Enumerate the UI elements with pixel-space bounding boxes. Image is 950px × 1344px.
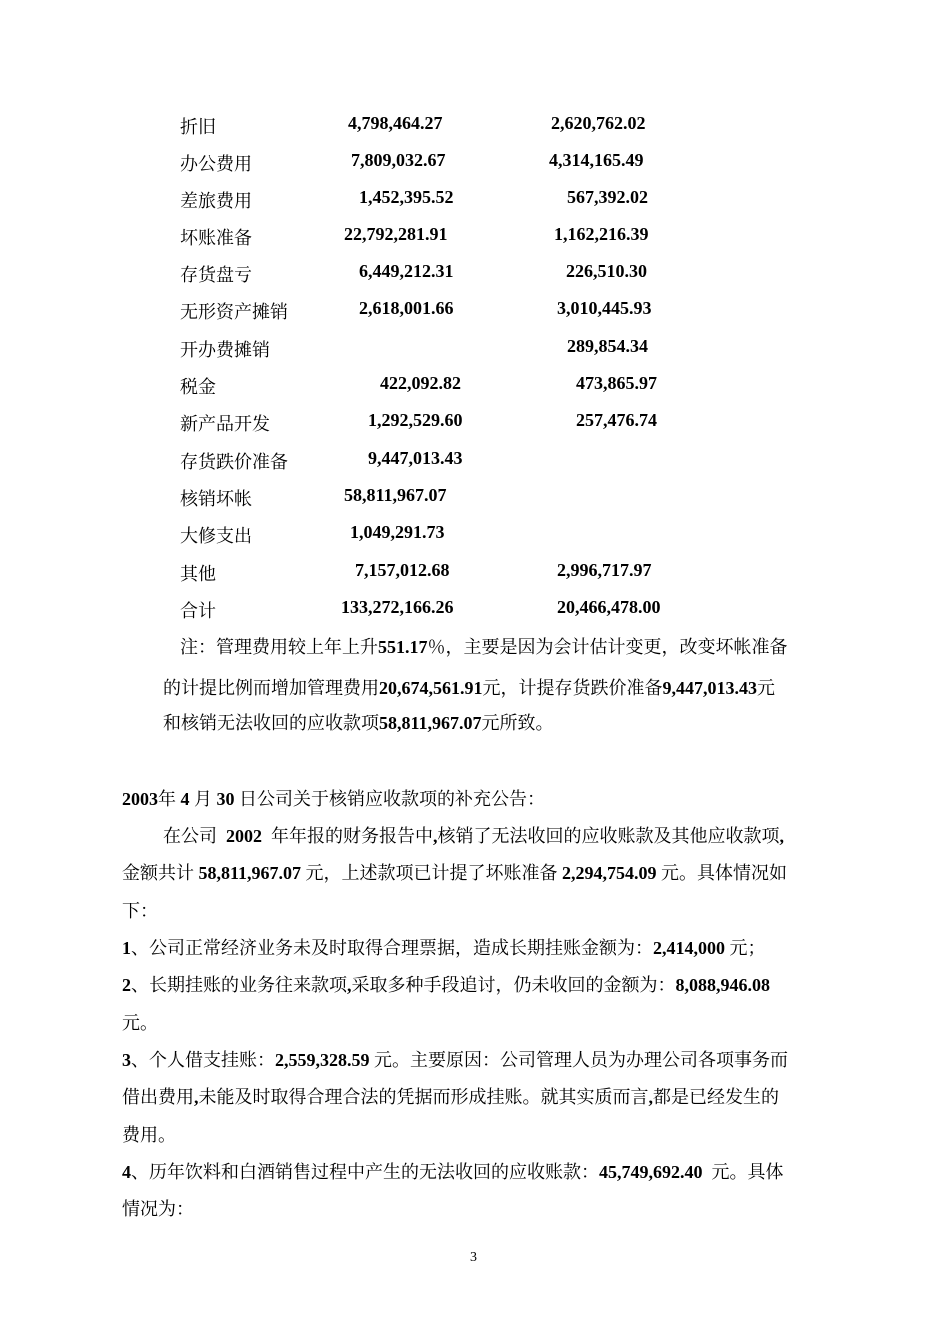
- list-item-3: [122, 1042, 788, 1079]
- item-number: 3: [122, 1050, 131, 1070]
- previous-value: 20,466,478.00: [557, 597, 661, 617]
- previous-value: 4,314,165.49: [549, 150, 644, 170]
- page-number: 3: [470, 1250, 477, 1265]
- note-line-1: [180, 629, 788, 666]
- table-row: [0, 261, 950, 291]
- item-text: 元；: [729, 938, 766, 958]
- table-row: [0, 373, 950, 403]
- para-text: 金额共计: [122, 863, 194, 883]
- para-punct: ,: [433, 826, 438, 846]
- current-value: 422,092.82: [380, 373, 461, 393]
- table-row: [0, 410, 950, 440]
- row-label: 开办费摊销: [180, 340, 270, 360]
- item-text: 、公司正常经济业务未及时取得合理票据，造成长期挂账金额为：: [131, 938, 653, 958]
- para-number: 2,294,754.09: [562, 863, 657, 883]
- item-text: 、历年饮料和白酒销售过程中产生的无法收回的应收账款：: [131, 1162, 599, 1182]
- previous-value: 257,476.74: [576, 410, 657, 430]
- current-value: 4,798,464.27: [348, 113, 443, 133]
- heading-text: 年: [158, 789, 176, 809]
- announcement-para-line-2: [122, 855, 787, 892]
- para-text: 在公司: [163, 826, 217, 846]
- current-value: 58,811,967.07: [344, 485, 447, 505]
- note-text: ％，主要是因为会计估计变更，改变坏帐准备: [427, 637, 788, 657]
- heading-text: 月: [194, 789, 212, 809]
- para-number: 2002: [226, 826, 262, 846]
- note-number: 20,674,561.91: [379, 678, 483, 698]
- item-text: 未能及时取得合理合法的凭据而形成挂账。就其实质而言: [198, 1087, 649, 1107]
- item-text: 元。: [122, 1013, 158, 1033]
- item-text: 元。具体: [711, 1162, 784, 1182]
- announcement-para-line-3: [122, 893, 158, 930]
- item-punct: ,: [648, 1087, 653, 1107]
- current-value: 7,809,032.67: [351, 150, 446, 170]
- announcement-heading: [122, 781, 545, 818]
- note-line-2: [163, 670, 775, 707]
- para-text: 元，上述款项已计提了坏账准备: [305, 863, 558, 883]
- note-line-3: [163, 705, 554, 742]
- note-text: 元，计提存货跌价准备: [482, 678, 663, 698]
- row-label: 新产品开发: [180, 414, 270, 434]
- table-row: [0, 298, 950, 328]
- list-item-2-cont: [122, 1005, 158, 1042]
- note-text: 的计提比例而增加管理费用: [163, 678, 379, 698]
- table-row: [0, 560, 950, 590]
- row-label: 办公费用: [180, 154, 252, 174]
- previous-value: 2,620,762.02: [551, 113, 646, 133]
- previous-value: 473,865.97: [576, 373, 657, 393]
- item-number: 2: [122, 975, 131, 995]
- previous-value: 1,162,216.39: [554, 224, 649, 244]
- item-amount: 8,088,946.08: [675, 975, 770, 995]
- heading-number: 4: [180, 789, 190, 809]
- row-label: 核销坏帐: [180, 489, 252, 509]
- table-row: [0, 485, 950, 515]
- heading-number: 30: [216, 789, 235, 809]
- item-text: 情况为：: [122, 1199, 194, 1219]
- row-label: 坏账准备: [180, 228, 252, 248]
- item-text: 借出费用: [122, 1087, 194, 1107]
- note-text: 注：管理费用较上年上升: [180, 637, 378, 657]
- table-row: [0, 522, 950, 552]
- current-value: 22,792,281.91: [344, 224, 448, 244]
- announcement-para-line-1: [163, 818, 784, 855]
- table-row: [0, 224, 950, 254]
- list-item-3-cont2: [122, 1117, 176, 1154]
- row-label: 差旅费用: [180, 191, 252, 211]
- para-text: 年年报的财务报告中: [271, 826, 433, 846]
- list-item-4-cont: [122, 1191, 194, 1228]
- list-item-4: [122, 1154, 784, 1191]
- current-value: 2,618,001.66: [359, 298, 454, 318]
- para-text: 元。具体情况如: [661, 863, 788, 883]
- row-label: 折旧: [180, 117, 216, 137]
- row-label: 大修支出: [180, 526, 252, 546]
- note-number: 551.17: [378, 637, 428, 657]
- previous-value: 289,854.34: [567, 336, 648, 356]
- note-number: 58,811,967.07: [379, 713, 482, 733]
- table-row: [0, 150, 950, 180]
- note-text: 和核销无法收回的应收款项: [163, 713, 379, 733]
- item-punct: ,: [347, 975, 352, 995]
- note-text: 元所致。: [481, 713, 554, 733]
- table-total-row: [0, 597, 950, 627]
- row-label: 税金: [180, 377, 216, 397]
- table-row: [0, 113, 950, 143]
- para-text: 下：: [122, 901, 158, 921]
- current-value: 9,447,013.43: [368, 448, 463, 468]
- para-number: 58,811,967.07: [198, 863, 302, 883]
- list-item-2: [122, 967, 770, 1004]
- table-row: [0, 336, 950, 366]
- heading-text: 日公司关于核销应收款项的补充公告：: [239, 789, 545, 809]
- table-row: [0, 448, 950, 478]
- current-value: 7,157,012.68: [355, 560, 450, 580]
- row-label: 其他: [180, 564, 216, 584]
- para-punct: ,: [779, 826, 784, 846]
- previous-value: 567,392.02: [567, 187, 648, 207]
- para-text: 核销了无法收回的应收账款及其他应收款项: [437, 826, 780, 846]
- heading-number: 2003: [122, 789, 158, 809]
- current-value: 1,452,395.52: [359, 187, 454, 207]
- current-value: 133,272,166.26: [341, 597, 454, 617]
- item-text: 都是已经发生的: [653, 1087, 779, 1107]
- item-amount: 2,414,000: [653, 938, 725, 958]
- previous-value: 226,510.30: [566, 261, 647, 281]
- current-value: 6,449,212.31: [359, 261, 454, 281]
- item-amount: 45,749,692.40: [599, 1162, 703, 1182]
- current-value: 1,292,529.60: [368, 410, 463, 430]
- row-label: 存货跌价准备: [180, 452, 288, 472]
- item-number: 4: [122, 1162, 131, 1182]
- item-text: 费用。: [122, 1125, 176, 1145]
- row-label: 合计: [180, 601, 216, 621]
- row-label: 存货盘亏: [180, 265, 252, 285]
- item-text: 采取多种手段追讨，仍未收回的金额为：: [351, 975, 676, 995]
- previous-value: 3,010,445.93: [557, 298, 652, 318]
- previous-value: 2,996,717.97: [557, 560, 652, 580]
- item-amount: 2,559,328.59: [275, 1050, 370, 1070]
- current-value: 1,049,291.73: [350, 522, 445, 542]
- item-punct: ,: [194, 1087, 199, 1107]
- row-label: 无形资产摊销: [180, 302, 288, 322]
- item-text: 、个人借支挂账：: [131, 1050, 275, 1070]
- list-item-1: [122, 930, 766, 967]
- list-item-3-cont: [122, 1079, 779, 1116]
- item-number: 1: [122, 938, 131, 958]
- note-number: 9,447,013.43: [662, 678, 757, 698]
- item-text: 元。主要原因：公司管理人员为办理公司各项事务而: [374, 1050, 788, 1070]
- item-text: 、长期挂账的业务往来款项: [131, 975, 347, 995]
- note-text: 元: [757, 678, 775, 698]
- table-row: [0, 187, 950, 217]
